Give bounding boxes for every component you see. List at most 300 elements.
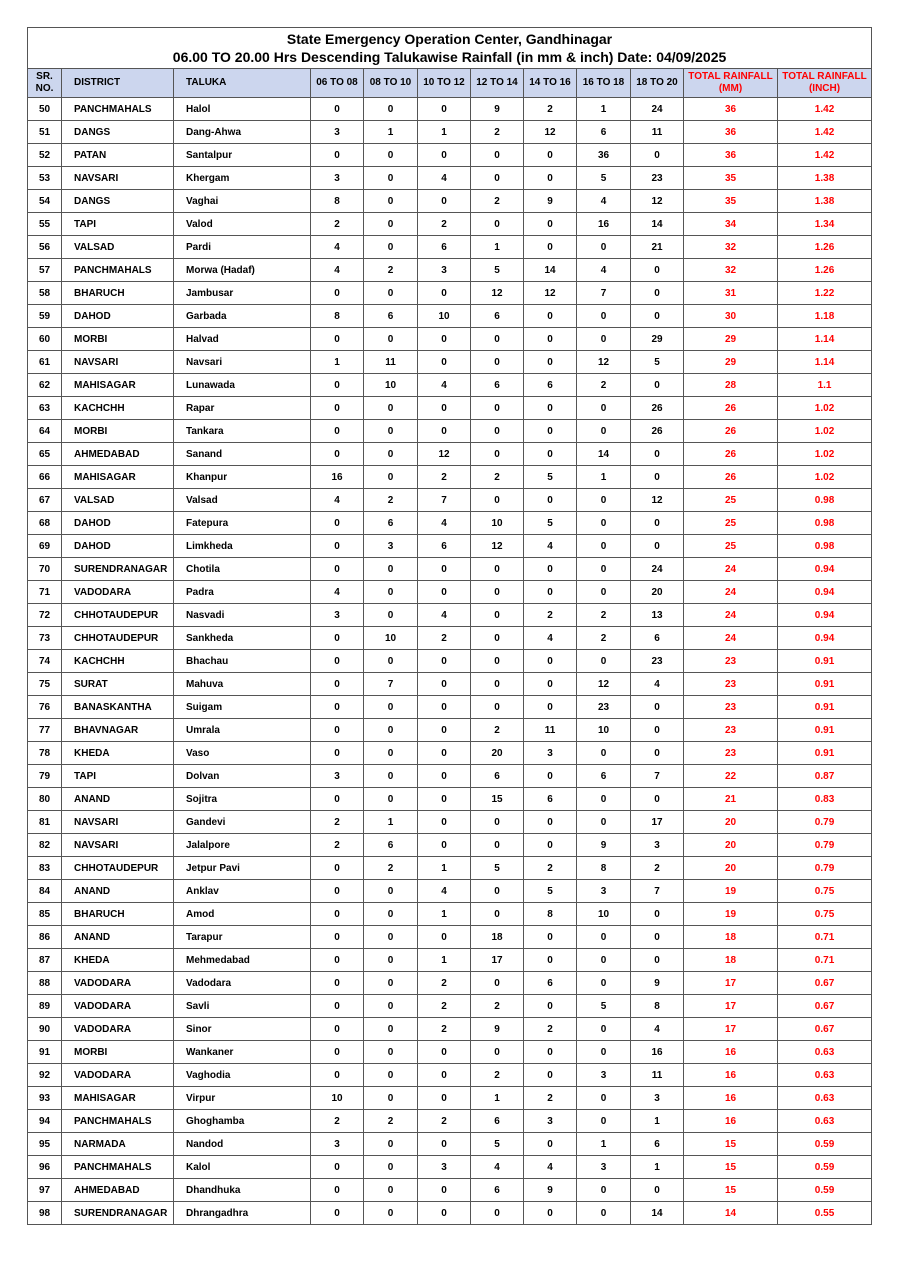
cell-district: MAHISAGAR xyxy=(62,466,174,489)
cell-slot-14-16: 2 xyxy=(524,857,577,880)
cell-slot-06-08: 2 xyxy=(311,834,364,857)
table-row xyxy=(28,328,872,351)
cell-slot-18-20: 0 xyxy=(631,374,684,397)
cell-slot-06-08: 3 xyxy=(311,121,364,144)
cell-sr-no: 87 xyxy=(28,949,62,972)
table-row xyxy=(28,604,872,627)
cell-slot-14-16: 6 xyxy=(524,374,577,397)
table-row xyxy=(28,719,872,742)
cell-slot-10-12: 0 xyxy=(418,1064,471,1087)
cell-slot-08-10: 0 xyxy=(364,880,418,903)
cell-total-inch: 1.38 xyxy=(778,167,872,190)
header-sr-no: SR. NO. xyxy=(28,69,62,98)
cell-total-inch: 0.91 xyxy=(778,650,872,673)
cell-slot-06-08: 3 xyxy=(311,167,364,190)
header-district: DISTRICT xyxy=(62,69,174,98)
table-row xyxy=(28,1018,872,1041)
cell-slot-06-08: 0 xyxy=(311,903,364,926)
cell-slot-14-16: 0 xyxy=(524,167,577,190)
cell-total-inch: 1.1 xyxy=(778,374,872,397)
cell-slot-06-08: 2 xyxy=(311,1110,364,1133)
cell-slot-18-20: 23 xyxy=(631,650,684,673)
cell-taluka: Valsad xyxy=(174,489,311,512)
cell-slot-16-18: 0 xyxy=(577,788,631,811)
cell-slot-08-10: 0 xyxy=(364,190,418,213)
cell-district: VALSAD xyxy=(62,236,174,259)
cell-slot-14-16: 0 xyxy=(524,1041,577,1064)
cell-total-inch: 1.14 xyxy=(778,328,872,351)
cell-taluka: Valod xyxy=(174,213,311,236)
cell-slot-06-08: 0 xyxy=(311,443,364,466)
table-row xyxy=(28,374,872,397)
cell-sr-no: 68 xyxy=(28,512,62,535)
cell-slot-14-16: 0 xyxy=(524,328,577,351)
cell-slot-10-12: 3 xyxy=(418,259,471,282)
cell-slot-10-12: 0 xyxy=(418,190,471,213)
cell-sr-no: 54 xyxy=(28,190,62,213)
cell-slot-08-10: 0 xyxy=(364,1041,418,1064)
cell-taluka: Jetpur Pavi xyxy=(174,857,311,880)
cell-slot-18-20: 0 xyxy=(631,926,684,949)
cell-slot-18-20: 3 xyxy=(631,834,684,857)
cell-total-inch: 1.42 xyxy=(778,121,872,144)
cell-total-mm: 14 xyxy=(684,1202,778,1225)
cell-slot-14-16: 0 xyxy=(524,213,577,236)
cell-slot-06-08: 0 xyxy=(311,282,364,305)
table-row xyxy=(28,765,872,788)
cell-taluka: Jambusar xyxy=(174,282,311,305)
cell-total-inch: 1.18 xyxy=(778,305,872,328)
cell-sr-no: 57 xyxy=(28,259,62,282)
cell-slot-18-20: 0 xyxy=(631,144,684,167)
table-row xyxy=(28,834,872,857)
cell-slot-10-12: 0 xyxy=(418,1133,471,1156)
cell-slot-06-08: 4 xyxy=(311,259,364,282)
cell-slot-14-16: 5 xyxy=(524,466,577,489)
cell-slot-10-12: 4 xyxy=(418,167,471,190)
cell-slot-06-08: 0 xyxy=(311,98,364,121)
cell-slot-06-08: 16 xyxy=(311,466,364,489)
cell-total-mm: 24 xyxy=(684,627,778,650)
cell-slot-18-20: 26 xyxy=(631,397,684,420)
cell-taluka: Anklav xyxy=(174,880,311,903)
table-row xyxy=(28,535,872,558)
cell-sr-no: 96 xyxy=(28,1156,62,1179)
cell-slot-14-16: 0 xyxy=(524,397,577,420)
cell-slot-10-12: 2 xyxy=(418,995,471,1018)
cell-slot-10-12: 0 xyxy=(418,558,471,581)
cell-slot-10-12: 0 xyxy=(418,765,471,788)
cell-slot-16-18: 0 xyxy=(577,236,631,259)
cell-slot-12-14: 2 xyxy=(471,1064,524,1087)
cell-slot-06-08: 0 xyxy=(311,144,364,167)
cell-slot-16-18: 0 xyxy=(577,1087,631,1110)
cell-slot-16-18: 2 xyxy=(577,627,631,650)
table-row xyxy=(28,98,872,121)
cell-slot-12-14: 1 xyxy=(471,236,524,259)
cell-slot-16-18: 0 xyxy=(577,397,631,420)
cell-slot-14-16: 8 xyxy=(524,903,577,926)
cell-slot-18-20: 7 xyxy=(631,880,684,903)
cell-sr-no: 94 xyxy=(28,1110,62,1133)
cell-slot-18-20: 11 xyxy=(631,1064,684,1087)
cell-slot-14-16: 3 xyxy=(524,1110,577,1133)
cell-taluka: Sankheda xyxy=(174,627,311,650)
cell-sr-no: 93 xyxy=(28,1087,62,1110)
cell-slot-14-16: 0 xyxy=(524,1202,577,1225)
table-row xyxy=(28,696,872,719)
cell-slot-10-12: 0 xyxy=(418,1087,471,1110)
cell-total-mm: 29 xyxy=(684,328,778,351)
cell-slot-06-08: 0 xyxy=(311,995,364,1018)
cell-slot-06-08: 0 xyxy=(311,673,364,696)
cell-slot-08-10: 7 xyxy=(364,673,418,696)
cell-total-inch: 0.79 xyxy=(778,811,872,834)
cell-sr-no: 65 xyxy=(28,443,62,466)
cell-slot-18-20: 8 xyxy=(631,995,684,1018)
cell-slot-16-18: 9 xyxy=(577,834,631,857)
cell-taluka: Mahuva xyxy=(174,673,311,696)
cell-sr-no: 77 xyxy=(28,719,62,742)
cell-slot-18-20: 0 xyxy=(631,719,684,742)
cell-slot-14-16: 0 xyxy=(524,673,577,696)
cell-total-mm: 36 xyxy=(684,144,778,167)
cell-total-inch: 0.59 xyxy=(778,1133,872,1156)
cell-taluka: Savli xyxy=(174,995,311,1018)
cell-slot-06-08: 1 xyxy=(311,351,364,374)
cell-taluka: Mehmedabad xyxy=(174,949,311,972)
table-row xyxy=(28,351,872,374)
cell-total-inch: 0.63 xyxy=(778,1087,872,1110)
table-row xyxy=(28,857,872,880)
cell-taluka: Suigam xyxy=(174,696,311,719)
cell-total-mm: 19 xyxy=(684,903,778,926)
cell-slot-14-16: 4 xyxy=(524,535,577,558)
header-total-mm: TOTAL RAINFALL (MM) xyxy=(684,69,778,98)
cell-total-mm: 15 xyxy=(684,1156,778,1179)
cell-slot-16-18: 36 xyxy=(577,144,631,167)
cell-slot-06-08: 0 xyxy=(311,949,364,972)
table-row xyxy=(28,1133,872,1156)
cell-slot-08-10: 0 xyxy=(364,1064,418,1087)
cell-district: NAVSARI xyxy=(62,351,174,374)
table-row xyxy=(28,1064,872,1087)
table-row xyxy=(28,558,872,581)
cell-slot-06-08: 0 xyxy=(311,788,364,811)
cell-slot-08-10: 0 xyxy=(364,1018,418,1041)
cell-total-inch: 0.94 xyxy=(778,627,872,650)
cell-district: PANCHMAHALS xyxy=(62,1110,174,1133)
cell-slot-10-12: 10 xyxy=(418,305,471,328)
cell-slot-06-08: 4 xyxy=(311,489,364,512)
rainfall-table xyxy=(27,27,872,1225)
cell-slot-08-10: 0 xyxy=(364,949,418,972)
cell-total-inch: 0.71 xyxy=(778,926,872,949)
cell-slot-10-12: 0 xyxy=(418,1041,471,1064)
cell-taluka: Tankara xyxy=(174,420,311,443)
cell-sr-no: 85 xyxy=(28,903,62,926)
cell-total-mm: 21 xyxy=(684,788,778,811)
cell-slot-16-18: 0 xyxy=(577,512,631,535)
cell-total-mm: 32 xyxy=(684,259,778,282)
header-slot-2: 08 TO 10 xyxy=(364,69,418,98)
title-cell xyxy=(28,28,872,69)
cell-slot-18-20: 0 xyxy=(631,466,684,489)
cell-total-mm: 15 xyxy=(684,1133,778,1156)
cell-slot-08-10: 11 xyxy=(364,351,418,374)
cell-total-inch: 1.42 xyxy=(778,98,872,121)
cell-total-mm: 23 xyxy=(684,696,778,719)
cell-slot-06-08: 0 xyxy=(311,512,364,535)
cell-slot-12-14: 0 xyxy=(471,834,524,857)
cell-slot-06-08: 0 xyxy=(311,1202,364,1225)
cell-slot-12-14: 6 xyxy=(471,765,524,788)
table-row xyxy=(28,420,872,443)
cell-sr-no: 52 xyxy=(28,144,62,167)
cell-slot-12-14: 0 xyxy=(471,351,524,374)
cell-slot-18-20: 0 xyxy=(631,742,684,765)
cell-district: TAPI xyxy=(62,765,174,788)
cell-slot-10-12: 2 xyxy=(418,1018,471,1041)
cell-total-mm: 26 xyxy=(684,397,778,420)
cell-slot-12-14: 0 xyxy=(471,627,524,650)
cell-slot-12-14: 0 xyxy=(471,328,524,351)
cell-slot-18-20: 0 xyxy=(631,903,684,926)
cell-slot-16-18: 23 xyxy=(577,696,631,719)
cell-district: VADODARA xyxy=(62,995,174,1018)
cell-total-mm: 26 xyxy=(684,443,778,466)
cell-district: AHMEDABAD xyxy=(62,1179,174,1202)
cell-slot-12-14: 17 xyxy=(471,949,524,972)
cell-slot-10-12: 0 xyxy=(418,328,471,351)
cell-taluka: Lunawada xyxy=(174,374,311,397)
cell-total-inch: 0.75 xyxy=(778,903,872,926)
cell-slot-14-16: 0 xyxy=(524,650,577,673)
cell-total-inch: 0.91 xyxy=(778,719,872,742)
cell-slot-12-14: 5 xyxy=(471,259,524,282)
cell-slot-16-18: 0 xyxy=(577,1179,631,1202)
cell-district: KACHCHH xyxy=(62,650,174,673)
cell-sr-no: 55 xyxy=(28,213,62,236)
cell-slot-18-20: 12 xyxy=(631,489,684,512)
header-slot-1: 06 TO 08 xyxy=(311,69,364,98)
cell-sr-no: 82 xyxy=(28,834,62,857)
cell-slot-08-10: 0 xyxy=(364,581,418,604)
cell-slot-12-14: 0 xyxy=(471,696,524,719)
cell-slot-12-14: 12 xyxy=(471,535,524,558)
cell-slot-08-10: 0 xyxy=(364,167,418,190)
cell-slot-18-20: 16 xyxy=(631,1041,684,1064)
cell-total-mm: 25 xyxy=(684,489,778,512)
cell-slot-10-12: 4 xyxy=(418,880,471,903)
cell-total-inch: 0.55 xyxy=(778,1202,872,1225)
cell-slot-16-18: 4 xyxy=(577,259,631,282)
cell-district: NAVSARI xyxy=(62,811,174,834)
cell-slot-08-10: 0 xyxy=(364,696,418,719)
cell-taluka: Vadodara xyxy=(174,972,311,995)
cell-total-mm: 23 xyxy=(684,650,778,673)
cell-slot-18-20: 12 xyxy=(631,190,684,213)
table-row xyxy=(28,972,872,995)
cell-district: VALSAD xyxy=(62,489,174,512)
cell-total-mm: 23 xyxy=(684,673,778,696)
table-row xyxy=(28,236,872,259)
cell-slot-12-14: 2 xyxy=(471,466,524,489)
cell-district: MORBI xyxy=(62,420,174,443)
header-total-inch: TOTAL RAINFALL (INCH) xyxy=(778,69,872,98)
cell-slot-18-20: 5 xyxy=(631,351,684,374)
cell-slot-08-10: 0 xyxy=(364,604,418,627)
cell-slot-12-14: 10 xyxy=(471,512,524,535)
cell-total-inch: 0.63 xyxy=(778,1110,872,1133)
header-slot-6: 16 TO 18 xyxy=(577,69,631,98)
cell-slot-10-12: 0 xyxy=(418,811,471,834)
cell-taluka: Pardi xyxy=(174,236,311,259)
cell-district: BANASKANTHA xyxy=(62,696,174,719)
cell-slot-06-08: 2 xyxy=(311,213,364,236)
cell-slot-18-20: 0 xyxy=(631,259,684,282)
cell-slot-14-16: 0 xyxy=(524,236,577,259)
cell-slot-18-20: 0 xyxy=(631,696,684,719)
header-slot-5: 14 TO 16 xyxy=(524,69,577,98)
cell-district: VADODARA xyxy=(62,1018,174,1041)
cell-slot-18-20: 29 xyxy=(631,328,684,351)
cell-slot-08-10: 1 xyxy=(364,121,418,144)
table-body xyxy=(28,98,872,1225)
cell-slot-14-16: 6 xyxy=(524,972,577,995)
cell-total-inch: 0.59 xyxy=(778,1156,872,1179)
cell-total-mm: 35 xyxy=(684,190,778,213)
cell-sr-no: 51 xyxy=(28,121,62,144)
cell-slot-06-08: 10 xyxy=(311,1087,364,1110)
cell-slot-08-10: 0 xyxy=(364,926,418,949)
cell-total-inch: 0.98 xyxy=(778,512,872,535)
cell-slot-12-14: 0 xyxy=(471,420,524,443)
table-row xyxy=(28,397,872,420)
rainfall-report xyxy=(27,27,871,1225)
cell-sr-no: 75 xyxy=(28,673,62,696)
cell-district: TAPI xyxy=(62,213,174,236)
cell-district: VADODARA xyxy=(62,1064,174,1087)
cell-taluka: Morwa (Hadaf) xyxy=(174,259,311,282)
cell-slot-10-12: 0 xyxy=(418,351,471,374)
cell-slot-18-20: 11 xyxy=(631,121,684,144)
cell-slot-18-20: 0 xyxy=(631,535,684,558)
cell-slot-18-20: 26 xyxy=(631,420,684,443)
cell-slot-14-16: 3 xyxy=(524,742,577,765)
cell-slot-06-08: 0 xyxy=(311,1179,364,1202)
cell-total-inch: 0.75 xyxy=(778,880,872,903)
cell-slot-14-16: 5 xyxy=(524,880,577,903)
cell-slot-10-12: 0 xyxy=(418,282,471,305)
cell-taluka: Umrala xyxy=(174,719,311,742)
cell-slot-06-08: 0 xyxy=(311,719,364,742)
cell-slot-10-12: 1 xyxy=(418,121,471,144)
cell-sr-no: 91 xyxy=(28,1041,62,1064)
cell-sr-no: 97 xyxy=(28,1179,62,1202)
cell-slot-08-10: 0 xyxy=(364,328,418,351)
cell-slot-08-10: 0 xyxy=(364,213,418,236)
cell-slot-10-12: 4 xyxy=(418,604,471,627)
cell-sr-no: 90 xyxy=(28,1018,62,1041)
cell-slot-06-08: 4 xyxy=(311,581,364,604)
cell-taluka: Tarapur xyxy=(174,926,311,949)
cell-slot-06-08: 0 xyxy=(311,926,364,949)
cell-slot-08-10: 0 xyxy=(364,1179,418,1202)
cell-total-mm: 36 xyxy=(684,121,778,144)
cell-slot-12-14: 0 xyxy=(471,443,524,466)
cell-slot-18-20: 24 xyxy=(631,98,684,121)
cell-slot-16-18: 5 xyxy=(577,167,631,190)
cell-slot-08-10: 0 xyxy=(364,236,418,259)
cell-sr-no: 53 xyxy=(28,167,62,190)
cell-taluka: Santalpur xyxy=(174,144,311,167)
cell-slot-14-16: 0 xyxy=(524,1133,577,1156)
cell-slot-16-18: 0 xyxy=(577,742,631,765)
cell-taluka: Sanand xyxy=(174,443,311,466)
cell-sr-no: 86 xyxy=(28,926,62,949)
cell-slot-06-08: 0 xyxy=(311,627,364,650)
column-headers xyxy=(28,69,872,98)
cell-total-inch: 0.67 xyxy=(778,1018,872,1041)
cell-taluka: Gandevi xyxy=(174,811,311,834)
cell-slot-08-10: 0 xyxy=(364,972,418,995)
cell-slot-10-12: 2 xyxy=(418,972,471,995)
cell-sr-no: 67 xyxy=(28,489,62,512)
cell-slot-12-14: 0 xyxy=(471,673,524,696)
cell-total-mm: 36 xyxy=(684,98,778,121)
cell-district: ANAND xyxy=(62,788,174,811)
cell-slot-12-14: 2 xyxy=(471,995,524,1018)
cell-slot-18-20: 1 xyxy=(631,1156,684,1179)
cell-total-inch: 0.91 xyxy=(778,696,872,719)
cell-slot-10-12: 0 xyxy=(418,926,471,949)
cell-total-mm: 23 xyxy=(684,719,778,742)
cell-slot-10-12: 7 xyxy=(418,489,471,512)
cell-slot-12-14: 2 xyxy=(471,190,524,213)
cell-slot-16-18: 0 xyxy=(577,1041,631,1064)
cell-sr-no: 69 xyxy=(28,535,62,558)
cell-district: AHMEDABAD xyxy=(62,443,174,466)
cell-slot-12-14: 0 xyxy=(471,604,524,627)
cell-slot-06-08: 0 xyxy=(311,857,364,880)
cell-slot-18-20: 6 xyxy=(631,627,684,650)
cell-slot-16-18: 2 xyxy=(577,374,631,397)
table-row xyxy=(28,282,872,305)
table-row xyxy=(28,305,872,328)
cell-total-mm: 18 xyxy=(684,949,778,972)
cell-slot-16-18: 12 xyxy=(577,673,631,696)
cell-sr-no: 56 xyxy=(28,236,62,259)
table-row xyxy=(28,673,872,696)
cell-sr-no: 60 xyxy=(28,328,62,351)
cell-slot-10-12: 6 xyxy=(418,236,471,259)
cell-slot-14-16: 0 xyxy=(524,558,577,581)
cell-total-mm: 15 xyxy=(684,1179,778,1202)
cell-slot-18-20: 24 xyxy=(631,558,684,581)
cell-slot-06-08: 0 xyxy=(311,1041,364,1064)
cell-slot-16-18: 0 xyxy=(577,328,631,351)
cell-taluka: Dolvan xyxy=(174,765,311,788)
cell-slot-10-12: 0 xyxy=(418,98,471,121)
cell-taluka: Bhachau xyxy=(174,650,311,673)
cell-district: VADODARA xyxy=(62,581,174,604)
cell-total-mm: 18 xyxy=(684,926,778,949)
cell-slot-12-14: 20 xyxy=(471,742,524,765)
cell-slot-16-18: 0 xyxy=(577,1018,631,1041)
cell-slot-06-08: 4 xyxy=(311,236,364,259)
cell-total-mm: 25 xyxy=(684,535,778,558)
